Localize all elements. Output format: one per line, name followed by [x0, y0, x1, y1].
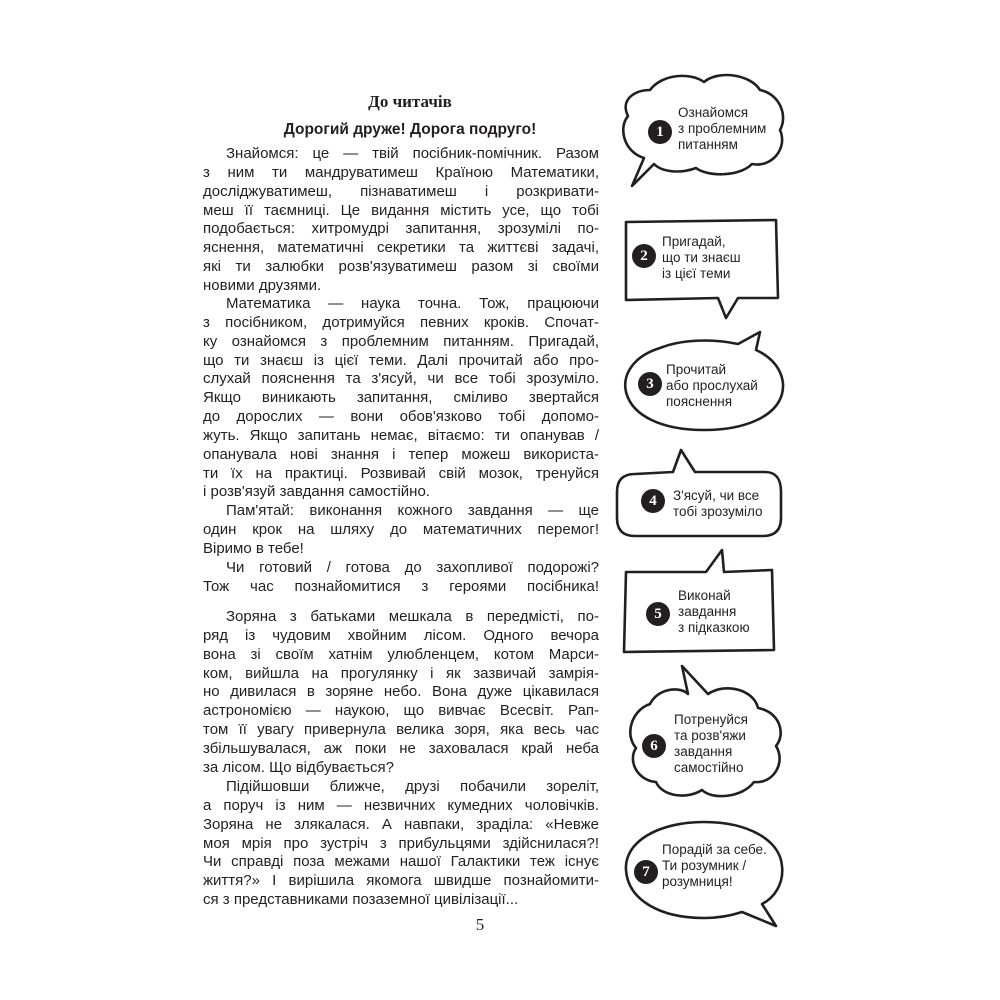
step-text-line: З'ясуй, чи все — [673, 488, 760, 503]
text-line: з посібником, дотримуйся певних кроків. Спочат- — [203, 313, 599, 331]
text-line: Підійшовши ближче, друзі побачили зореліт, — [226, 778, 599, 795]
step-number-badge: 1 — [648, 120, 672, 144]
text-line: Знайомся: це — твій посібник-помічник. Разом — [226, 145, 599, 162]
step-text-line: завдання — [674, 744, 733, 759]
text-line: Якщо виникають запитання, сміливо звертайся — [203, 389, 599, 407]
step-bubble-4 — [615, 446, 785, 542]
step-text-line: тобі зрозуміло — [673, 504, 763, 519]
text-line: Чи готовий / готова до захопливої подорожі? — [226, 559, 599, 576]
step-text-line: з підказкою — [678, 620, 750, 635]
text-line: моя мрія про зустріч з прибульцями здійснилася?! — [203, 834, 599, 852]
step-text-line: що ти знаєш — [662, 250, 741, 265]
step-number-badge: 7 — [634, 860, 658, 884]
text-line: Тож час познайомитися з героями посібника! — [203, 577, 599, 595]
text-line: досліджуватимеш, пізнаватимеш і розкривати- — [203, 182, 599, 200]
text-line: збільшувалася, аж поки не заховалася край неба — [203, 739, 599, 757]
text-line: Чи справді поза межами нашої Галактики теж існує — [203, 853, 599, 871]
text-line: опанувала нові знання і тепер можеш використа- — [203, 445, 599, 463]
step-text-line: розумниця! — [662, 874, 733, 889]
paragraph-intro — [203, 145, 599, 296]
step-text-line: або прослухай — [666, 378, 758, 393]
text-line: жуть. Якщо запитань немає, вітаємо: ти опанував / — [203, 426, 599, 444]
step-text-line: Виконай — [678, 588, 731, 603]
text-line: з ним ти мандруватимеш Країною Математики, — [203, 163, 599, 181]
step-text — [674, 712, 748, 776]
step-text — [673, 488, 763, 520]
text-line: ку ознайомся з проблемним питанням. Пригадай, — [203, 332, 599, 350]
text-line: ряд із чудовим хвойним лісом. Одного вечора — [203, 626, 599, 644]
step-text-line: Ознайомся — [678, 105, 749, 120]
step-text-line: Ти розумник / — [662, 858, 747, 873]
step-number-badge: 4 — [641, 489, 665, 513]
text-line: за лісом. Що відбувається? — [203, 758, 394, 776]
step-number-badge: 5 — [646, 602, 670, 626]
text-line: новими друзями. — [203, 276, 322, 294]
step-text-line: завдання — [678, 604, 737, 619]
text-line: но дивилася в зоряне небо. Вона дуже цікавилася — [203, 683, 599, 701]
text-line: слухай пояснення та з'ясуй, чи все тобі зрозуміло. — [203, 370, 599, 388]
text-line: ся з представниками позаземної цивілізації... — [203, 891, 519, 909]
text-line: що ти знаєш із цієї теми. Далі прочитай або про- — [203, 351, 599, 369]
step-text-line: Потренуйся — [674, 712, 748, 727]
text-line: один крок на шляху до математичних перемог! — [203, 520, 599, 538]
text-line: подобається: хитромудрі запитання, зрозумілі по- — [203, 220, 599, 238]
page-title: До читачів — [368, 92, 452, 111]
step-bubble-3 — [620, 330, 790, 440]
paragraph-steps — [203, 295, 599, 502]
step-text-line: із цієї теми — [662, 266, 731, 281]
text-line: Зоряна не злякалася. А навпаки, зраділа: «Невже — [203, 815, 599, 833]
text-line: і розв'язуй завдання самостійно. — [203, 483, 430, 501]
step-text — [662, 234, 741, 282]
text-line: а поруч із ним — незвичних кумедних чоловічків. — [203, 796, 599, 814]
greeting-heading: Дорогий друже! Дорога подруго! — [283, 121, 537, 138]
text-line: Віримо в тебе! — [203, 539, 304, 557]
text-line: вона зі своїм хатнім улюбленцем, котом Марси- — [203, 645, 599, 663]
text-line: Пам'ятай: виконання кожного завдання — ще — [226, 502, 599, 519]
step-bubble-5 — [620, 546, 780, 656]
text-line: Зоряна з батьками мешкала в передмісті, по- — [226, 608, 599, 625]
step-text-line: питанням — [678, 137, 738, 152]
text-line: яснення, математичні секретики та життєві задачі, — [203, 239, 599, 257]
step-bubble-1 — [610, 68, 790, 188]
paragraph-ready — [203, 559, 599, 597]
step-number-badge: 6 — [642, 734, 666, 758]
step-text-line: самостійно — [674, 760, 744, 775]
paragraph-remember — [203, 502, 599, 559]
step-text-line: Пригадай, — [662, 234, 726, 249]
step-bubble-2 — [620, 218, 785, 323]
step-bubble-7 — [620, 818, 790, 930]
step-text — [678, 105, 766, 153]
text-line: ти їх на практиці. Розвивай свій мозок, тренуйся — [203, 464, 599, 482]
paragraph-story-1 — [203, 608, 599, 778]
text-line: ком, вийшла на прогулянку і як зазвичай замрія- — [203, 664, 599, 682]
step-text — [666, 362, 758, 410]
step-text-line: пояснення — [666, 394, 733, 409]
step-text-line: та розв'яжи — [674, 728, 746, 743]
text-line: до дорослих — вони обов'язково тобі допомо- — [203, 408, 599, 426]
step-text — [662, 842, 767, 890]
step-text-line: Прочитай — [666, 362, 727, 377]
step-number-badge: 2 — [632, 244, 656, 268]
paragraph-story-2 — [203, 778, 599, 910]
step-text — [678, 588, 750, 636]
text-line: меш її таємниці. Це видання містить усе, що тобі — [203, 201, 599, 219]
step-number-badge: 3 — [638, 372, 662, 396]
text-line: том її увагу привернула велика зоря, яка весь час — [203, 721, 599, 739]
text-line: астрономією — наукою, що вивчає Всесвіт. Рап- — [203, 702, 599, 720]
step-text-line: з проблемним — [678, 121, 767, 136]
text-line: які ти залюбки розв'язуватимеш разом зі своїми — [203, 258, 599, 276]
text-line: життя?» І вирішила якомога швидше познайомити- — [203, 872, 599, 890]
text-line: Математика — наука точна. Тож, працюючи — [226, 295, 599, 312]
page-number: 5 — [475, 915, 485, 934]
step-text-line: Порадій за себе. — [662, 842, 767, 857]
step-bubble-6 — [622, 664, 790, 804]
